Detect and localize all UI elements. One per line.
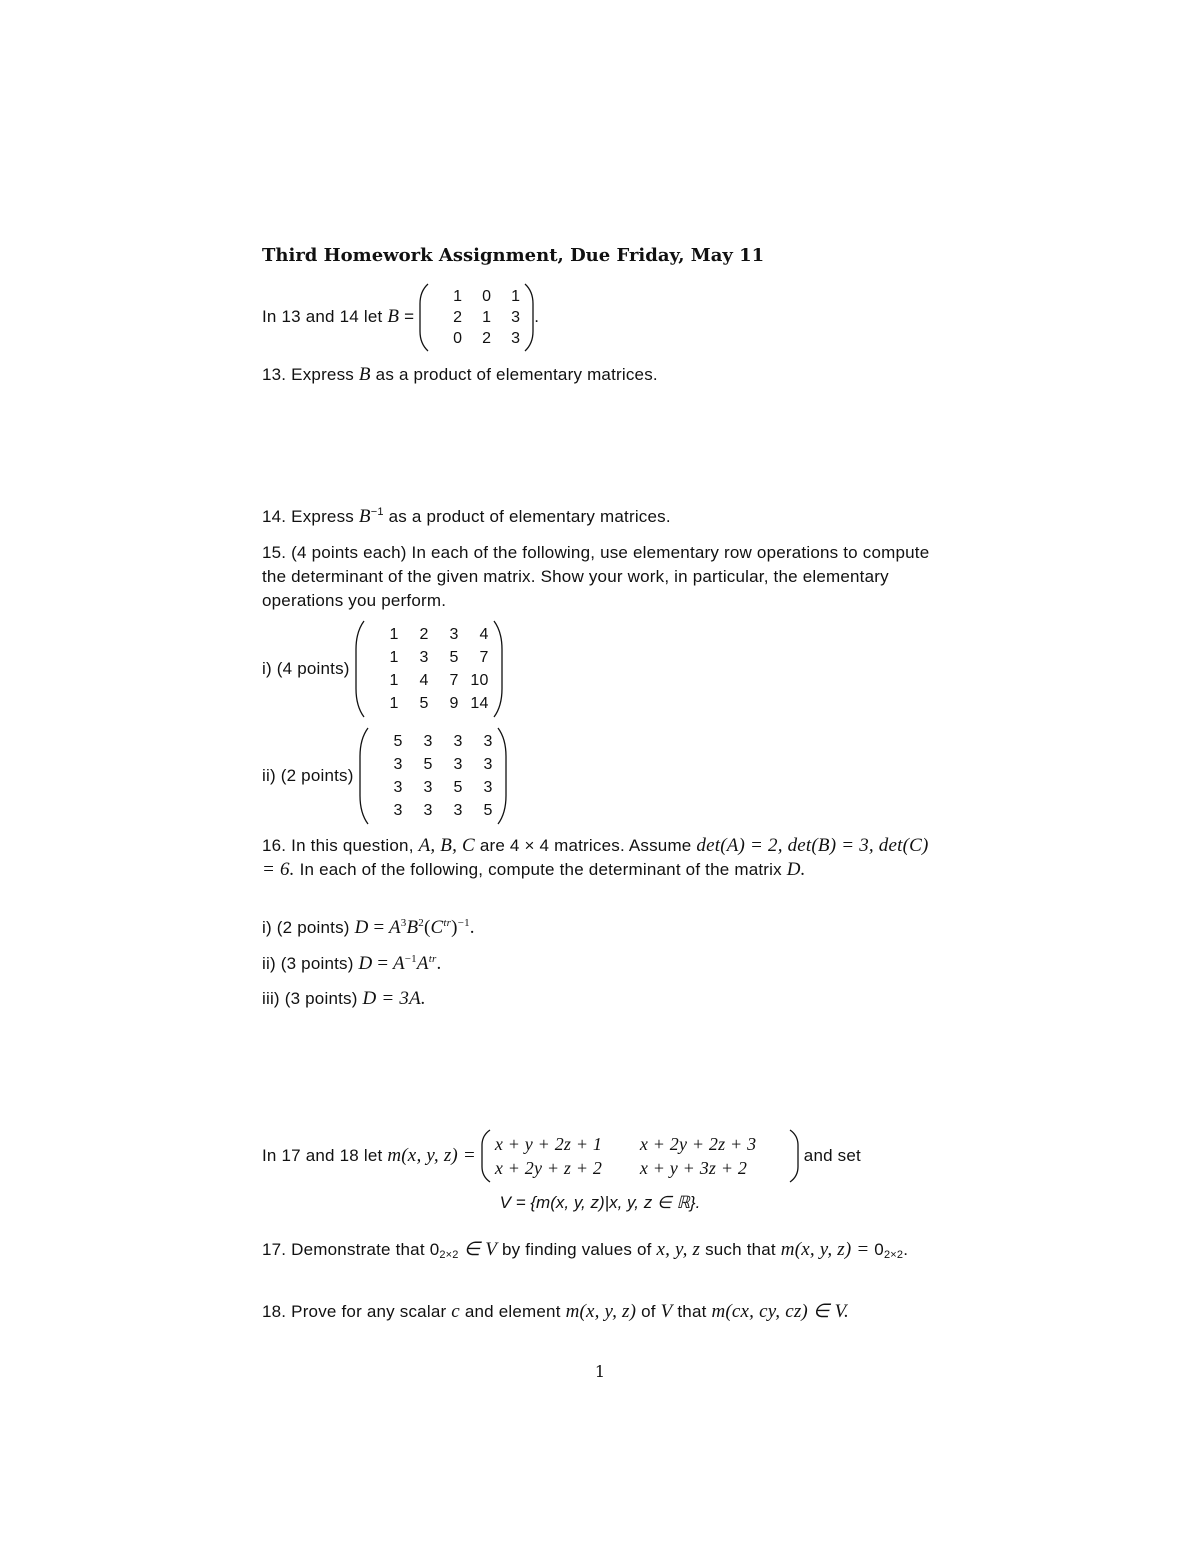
q14-text-b: as a product of elementary matrices. — [388, 507, 671, 526]
q15-part-ii — [262, 727, 507, 825]
matrix-cell: 3 — [483, 733, 493, 750]
q16-det-b: det(B) = — [787, 835, 855, 856]
left-paren — [419, 283, 429, 352]
matrix-cell: 1 — [389, 695, 399, 712]
q15-part-i-label: i) (4 points) — [262, 659, 350, 678]
right-paren — [789, 1129, 799, 1183]
matrix-cell: 3 — [453, 756, 463, 773]
matrix-row — [433, 307, 520, 328]
matrix-cell: 1 — [389, 649, 399, 666]
q18-text-b: and element — [464, 1302, 561, 1321]
matrix-cell: 10 — [470, 672, 489, 689]
matrix-cell: x + y + 3z + 2 — [639, 1158, 748, 1178]
intro-b-var: B — [387, 306, 400, 327]
intro-m-func: m(x, y, z) = — [387, 1145, 476, 1166]
matrix-cell: 3 — [393, 779, 403, 796]
matrix-cell: 0 — [453, 329, 463, 347]
q17-zero: 0 — [429, 1240, 440, 1259]
intro-b-line — [262, 282, 539, 352]
matrix-cell: 3 — [393, 756, 403, 773]
q18-text-c: of — [641, 1302, 656, 1321]
matrix-cell: 5 — [419, 695, 429, 712]
q18-text-a: 18. Prove for any scalar — [262, 1302, 447, 1321]
matrix-15-ii — [359, 727, 507, 825]
q18-v: V — [660, 1301, 673, 1322]
matrix-cell: 1 — [511, 287, 521, 305]
intro-b-suffix: . — [534, 307, 540, 326]
q18-func2: m(cx, cy, cz) ∈ V. — [711, 1301, 849, 1322]
matrix-cell: 5 — [423, 756, 433, 773]
matrix-row — [369, 646, 489, 669]
intro-m-suffix: and set — [803, 1146, 861, 1165]
q16-part-i-label: i) (2 points) — [262, 918, 350, 937]
q16-mat: D. — [786, 859, 806, 880]
matrix-cell: 1 — [482, 308, 492, 326]
matrix-cell: 3 — [423, 802, 433, 819]
q16-part-i: i) (2 points) $D = A^3B^2(C^{tr})^{-1}$. — [262, 917, 475, 938]
matrix-row — [373, 730, 493, 753]
q15-part-i — [262, 620, 503, 718]
q14-number: 14. — [262, 507, 287, 526]
matrix-b — [419, 283, 534, 352]
matrix-cell: 3 — [449, 626, 459, 643]
q17-sub: 2×2 — [439, 1249, 459, 1261]
page-title: Third Homework Assignment, Due Friday, May 11 — [262, 245, 765, 266]
q14-var: B — [358, 506, 371, 527]
right-paren — [493, 620, 503, 718]
matrix-body — [365, 623, 493, 715]
q13-text-a: Express — [291, 365, 354, 384]
matrix-cell: x + 2y + 2z + 3 — [639, 1134, 757, 1154]
matrix-row — [495, 1156, 785, 1180]
q17-text-c: such that — [705, 1240, 776, 1259]
matrix-cell: 2 — [419, 626, 429, 643]
q14-exp: −1 — [370, 506, 384, 518]
matrix-cell: 5 — [449, 649, 459, 666]
q16-det-c: 3, det(C) = 6. — [262, 835, 929, 880]
intro-m-prefix: In 17 and 18 let — [262, 1146, 383, 1165]
question-18 — [262, 1300, 849, 1323]
matrix-cell: 3 — [483, 756, 493, 773]
intro-b-eq: = — [404, 307, 415, 326]
matrix-15-i — [355, 620, 503, 718]
question-17: 17. Demonstrate that $0_{2\times 2}$ ∈ V by finding values of x, y, z such that m(x, y, $z) = 0_{2\times 2}$. — [262, 1239, 909, 1261]
intro-m-line — [262, 1126, 861, 1186]
q16-part-iii — [262, 988, 426, 1010]
matrix-cell: 3 — [511, 308, 521, 326]
q16-part-iii-label: iii) (3 points) — [262, 989, 358, 1008]
q16-text-c: In each of the following, compute the determinant of the matrix — [299, 860, 782, 879]
matrix-cell: 1 — [389, 626, 399, 643]
matrix-row — [433, 328, 520, 349]
matrix-cell: 3 — [453, 802, 463, 819]
matrix-body — [429, 286, 524, 349]
question-16 — [262, 834, 942, 882]
q13-text-b: as a product of elementary matrices. — [375, 365, 658, 384]
set-definition: V = {m(x, y, z)|x, y, z ∈ ℝ}. — [499, 1193, 701, 1212]
q16-vars: A, B, C — [418, 835, 475, 856]
matrix-cell: 2 — [453, 308, 463, 326]
matrix-row — [373, 776, 493, 799]
page-number: 1 — [594, 1362, 606, 1381]
q14-text-a: Express — [291, 507, 354, 526]
q16-det-a: det(A) = 2, — [696, 835, 783, 856]
q18-text-d: that — [677, 1302, 707, 1321]
q17-text-a: 17. Demonstrate that — [262, 1240, 425, 1259]
matrix-row — [369, 623, 489, 646]
matrix-cell: x + y + 2z + 1 — [494, 1134, 603, 1154]
matrix-row — [433, 286, 520, 307]
right-paren — [524, 283, 534, 352]
question-13 — [262, 364, 658, 386]
matrix-cell: 4 — [479, 626, 489, 643]
matrix-body — [369, 730, 497, 822]
matrix-cell: 3 — [393, 802, 403, 819]
matrix-cell: 1 — [389, 672, 399, 689]
matrix-cell: 3 — [483, 779, 493, 796]
left-paren — [355, 620, 365, 718]
matrix-cell: 5 — [453, 779, 463, 796]
left-paren — [359, 727, 369, 825]
matrix-cell: x + 2y + z + 2 — [494, 1158, 603, 1178]
q15-part-ii-label: ii) (2 points) — [262, 766, 354, 785]
matrix-cell: 2 — [482, 329, 492, 347]
matrix-row — [495, 1132, 785, 1156]
matrix-cell: 3 — [511, 329, 521, 347]
matrix-cell: 0 — [482, 287, 492, 305]
matrix-cell: 14 — [470, 695, 489, 712]
question-14 — [262, 506, 671, 528]
matrix-cell: 5 — [393, 733, 403, 750]
q16-text-b: are 4 × 4 matrices. Assume — [479, 836, 692, 855]
matrix-cell: 9 — [449, 695, 459, 712]
q17-text-b: by finding values of — [502, 1240, 652, 1259]
matrix-row — [373, 753, 493, 776]
q16-part-ii: ii) (3 points) $D = A^{-1}A^{tr}$. — [262, 953, 442, 974]
q16-part-ii-label: ii) (3 points) — [262, 954, 354, 973]
matrix-cell: 4 — [419, 672, 429, 689]
matrix-cell: 5 — [483, 802, 493, 819]
matrix-cell: 7 — [479, 649, 489, 666]
matrix-cell: 3 — [453, 733, 463, 750]
matrix-row — [369, 692, 489, 715]
q17-vars: x, y, z — [656, 1239, 701, 1260]
matrix-row — [369, 669, 489, 692]
question-15: 15. (4 points each) In each of the following, use elementary row operations to compute the determinant of the given matrix. Show your work, in particular, the elementary operations you perform. — [262, 543, 930, 610]
right-paren — [497, 727, 507, 825]
matrix-body — [491, 1132, 789, 1180]
matrix-cell: 3 — [419, 649, 429, 666]
matrix-cell: 3 — [423, 779, 433, 796]
q17-func: m(x, y, z) = — [780, 1239, 870, 1260]
q18-c: c — [451, 1301, 460, 1322]
matrix-row — [373, 799, 493, 822]
matrix-cell: 3 — [423, 733, 433, 750]
matrix-m — [481, 1129, 799, 1183]
q13-number: 13. — [262, 365, 287, 384]
intro-b-prefix: In 13 and 14 let — [262, 307, 383, 326]
matrix-cell: 7 — [449, 672, 459, 689]
matrix-cell: 1 — [453, 287, 463, 305]
q18-func: m(x, y, z) — [565, 1301, 637, 1322]
q16-text-a: 16. In this question, — [262, 836, 414, 855]
q13-var: B — [358, 364, 371, 385]
left-paren — [481, 1129, 491, 1183]
q16-part-iii-expr: D = 3A. — [362, 988, 426, 1009]
